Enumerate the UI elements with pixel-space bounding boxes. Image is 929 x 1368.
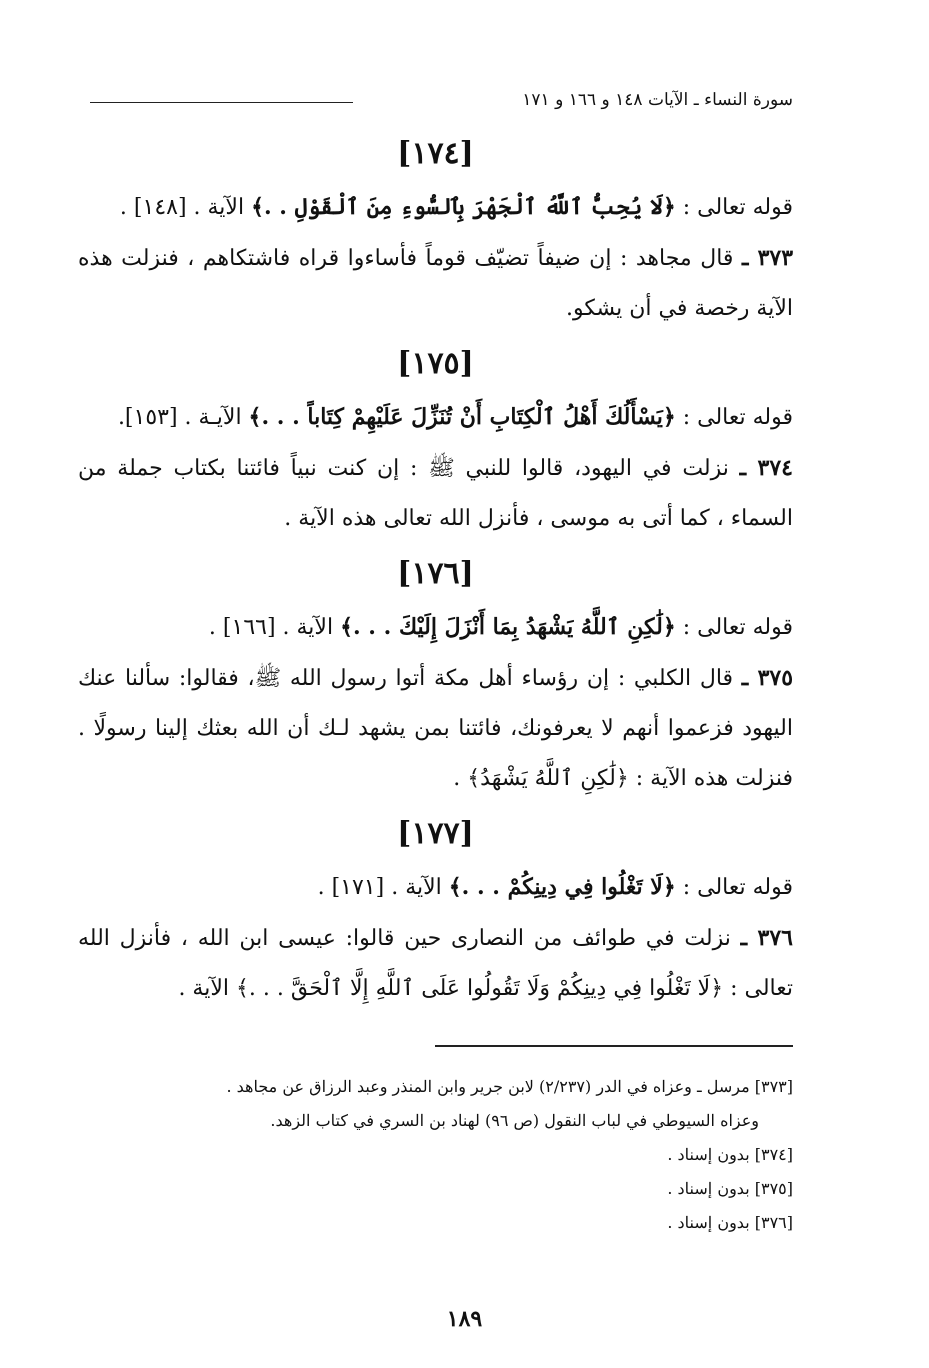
main-text [78,124,793,1014]
footnote-rule [435,1045,793,1047]
narration-text: نزلت في اليهود، قالوا للنبي ﷺ : إن كنت نبياً فائتنا بكتاب جملة من السماء ، كما أتى به موسى ، فأنزل الله تعالى هذه الآية . [78,456,793,531]
verse-lead: قوله تعالى : [675,615,793,640]
verse-lead: قوله تعالى : [675,875,793,900]
narration-number: ٣٧٣ ـ [741,245,794,271]
verse-line [78,182,793,233]
header-rule [90,102,353,103]
section-number: [١٧٦] [397,556,474,591]
narration-paragraph [78,653,793,804]
narration-text: نزلت في طوائف من النصارى حين قالوا: عيسى ابن الله ، فأنزل الله تعالى : ﴿لَا تَغْلُوا فِي دِينِكُمْ وَلَا تَقُولُوا عَلَى ٱللَّهِ إِلَّا ٱلْحَقَّ . . .﴾ الآية . [78,926,793,1001]
verse-line [78,392,793,443]
footnote: [٣٧٦] بدون إسناد . [667,1213,793,1232]
footnote: [٣٧٤] بدون إسناد . [667,1145,793,1164]
narration-paragraph [78,443,793,544]
footnotes [78,1070,793,1240]
section-number: [١٧٤] [397,136,474,171]
verse-tail: الآيـة . [١٥٣]. [117,405,249,430]
narration-text: قال مجاهد : إن ضيفاً تضيّف قوماً فأساءوا قراه فاشتكاهم ، فنزلت هذه الآية رخصة في أن يشكو. [78,246,793,321]
quran-verse: ﴿لَٰكِنِ ٱللَّهُ يَشْهَدُ بِمَا أَنْزَلَ إِلَيْكَ . . .﴾ [340,614,676,640]
verse-line [78,602,793,653]
running-title: سورة النساء ـ الآيات ١٤٨ و ١٦٦ و ١٧١ [522,90,793,110]
verse-lead: قوله تعالى : [675,195,793,220]
verse-line [78,862,793,913]
narration-paragraph [78,233,793,334]
section-number: [١٧٧] [397,816,474,851]
quran-verse: ﴿لَا يُحِبُّ ٱللَّهُ ٱلْجَهْرَ بِٱلسُّوءِ مِنَ ٱلْقَوْلِ . .﴾ [251,194,676,220]
footnote: [٣٧٣] مرسل ـ وعزاه في الدر (٢/٢٣٧) لابن جرير وابن المنذر وعبد الرزاق عن مجاهد . [226,1077,793,1096]
running-header [78,86,793,116]
quran-verse: ﴿يَسْأَلُكَ أَهْلُ ٱلْكِتَابِ أَنْ تُنَزِّلَ عَلَيْهِمْ كِتَاباً . . .﴾ [248,404,676,430]
narration-paragraph [78,913,793,1014]
footnote: وعزاه السيوطي في لباب النقول (ص ٩٦) لهناد بن السري في كتاب الزهد. [270,1111,759,1130]
narration-number: ٣٧٥ ـ [741,665,794,691]
section-number: [١٧٥] [397,346,474,381]
verse-tail: الآية . [١٧١] . [317,875,449,900]
verse-tail: الآية . [١٦٦] . [208,615,341,640]
narration-number: ٣٧٦ ـ [740,925,793,951]
verse-tail: الآية . [١٤٨] . [119,195,252,220]
page-number: ١٨٩ [446,1306,483,1332]
quran-verse: ﴿لَا تَغْلُوا فِي دِينِكُمْ . . .﴾ [448,874,676,900]
narration-text: قال الكلبي : إن رؤساء أهل مكة أتوا رسول الله ﷺ، فقالوا: سألنا عنك اليهود فزعموا أنهم لا يعرفونك، فائتنا بمن يشهد لـك أن الله بعثك إلينا رسولًا . فنزلت هذه الآية : ﴿لَٰكِنِ ٱللَّهُ يَشْهَدُ﴾ . [78,666,793,791]
verse-lead: قوله تعالى : [675,405,793,430]
narration-number: ٣٧٤ ـ [739,455,793,481]
footnote: [٣٧٥] بدون إسناد . [667,1179,793,1198]
